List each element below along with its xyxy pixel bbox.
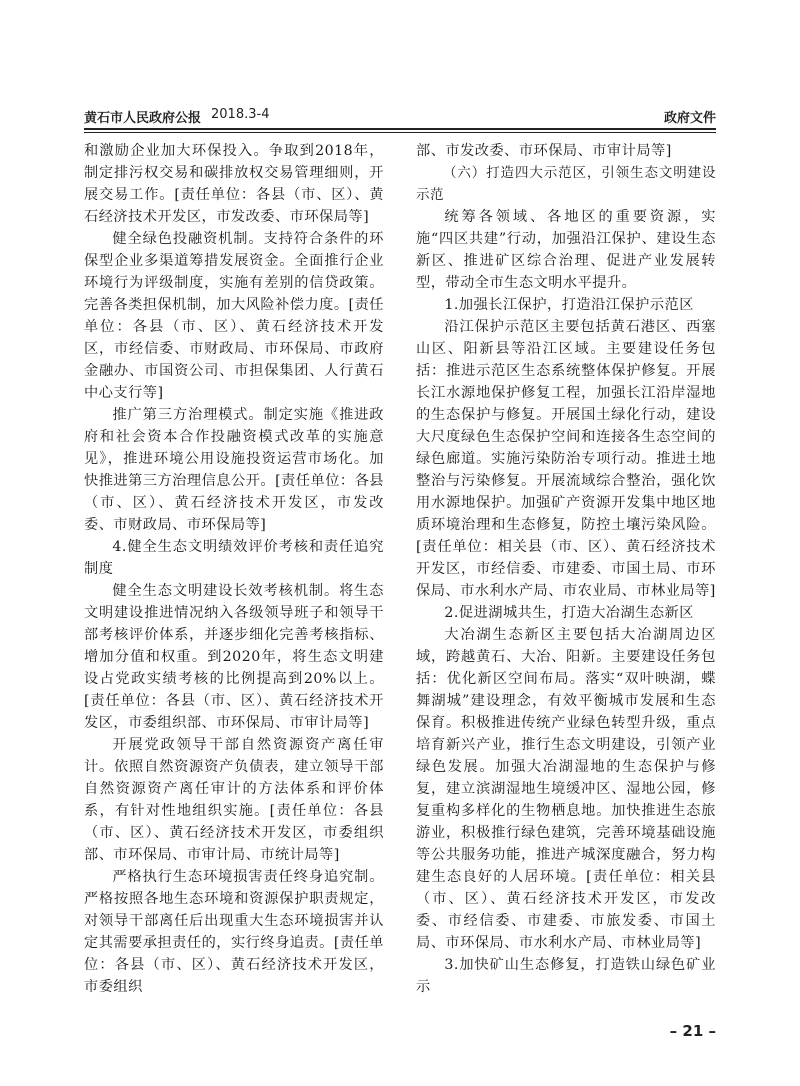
issue-number: 2018.3-4	[211, 107, 270, 122]
paragraph: 部、市发改委、市环保局、市审计局等]	[416, 143, 672, 159]
paragraph: 3.加快矿山生态修复，打造铁山绿色矿业示	[416, 957, 716, 995]
paragraph: 严格执行生态环境损害责任终身追究制。严格按照各地生态环境和资源保护职责规定，对领导干部离任后出现重大生态环境损害并认定其需要承担责任的，实行终身追责。[责任单位：各县（市、区）、黄石经济技术开发区，市委组织	[84, 869, 384, 995]
right-column	[416, 140, 716, 998]
paragraph: 大冶湖生态新区主要包括大冶湖周边区域，跨越黄石、大冶、阳新。主要建设任务包括：优化新区空间布局。落实“双叶映湖，蝶舞湖城”建设理念，有效平衡城市发展和生态保育。积极推进传统产业绿色转型升级，重点培育新兴产业，推行生态文明建设，引领产业绿色发展。加强大冶湖湿地的生态保护与修复，建立滨湖湿地生境缓冲区、湿地公园，修复重构多样化的生物栖息地。加快推进生态旅游业，积极推行绿色建筑，完善环境基础设施等公共服务功能，推进产城深度融合，努力构建生态良好的人居环境。[责任单位：相关县（市、区）、黄石经济技术开发区，市发改委、市经信委、市建委、市旅发委、市国土局、市环保局、市水利水产局、市林业局等]	[416, 627, 716, 951]
paragraph: （六）打造四大示范区，引领生态文明建设示范	[416, 165, 716, 203]
header-left	[84, 107, 269, 126]
paragraph: 健全绿色投融资机制。支持符合条件的环保型企业多渠道筹措发展资金。全面推行企业环境行为评级制度，实施有差别的信贷政策。完善各类担保机制，加大风险补偿力度。[责任单位：各县（市、区）、黄石经济技术开发区，市经信委、市财政局、市环保局、市政府金融办、市国资公司、市担保集团、人行黄石中心支行等]	[84, 231, 384, 401]
page-number: – 21 –	[669, 1022, 716, 1040]
paragraph: 1.加强长江保护，打造沿江保护示范区	[444, 297, 694, 313]
paragraph: 2.促进湖城共生，打造大冶湖生态新区	[444, 605, 694, 621]
paragraph: 健全生态文明建设长效考核机制。将生态文明建设推进情况纳入各级领导班子和领导干部考核评价体系，并逐步细化完善考核指标、增加分值和权重。到2020年，将生态文明建设占党政实绩考核的比例提高到20%以上。[责任单位：各县（市、区）、黄石经济技术开发区，市委组织部、市环保局、市审计局等]	[84, 583, 384, 731]
header-rule-thick	[84, 128, 716, 130]
section-title: 政府文件	[663, 111, 716, 126]
page-header	[84, 104, 716, 126]
paragraph: 开展党政领导干部自然资源资产离任审计。依照自然资源资产负债表，建立领导干部自然资源资产离任审计的方法体系和评价体系，有针对性地组织实施。[责任单位：各县（市、区）、黄石经济技术开发区，市委组织部、市环保局、市审计局、市统计局等]	[84, 737, 384, 863]
left-column	[84, 140, 384, 998]
paragraph: 4.健全生态文明绩效评价考核和责任追究制度	[84, 539, 384, 577]
paragraph: 统筹各领域、各地区的重要资源，实施“四区共建”行动，加强沿江保护、建设生态新区、推进矿区综合治理、促进产业发展转型，带动全市生态文明水平提升。	[416, 209, 716, 291]
paragraph: 和激励企业加大环保投入。争取到2018年，制定排污权交易和碳排放权交易管理细则，开展交易工作。[责任单位：各县（市、区）、黄石经济技术开发区，市发改委、市环保局等]	[84, 143, 384, 225]
publication-title: 黄石市人民政府公报	[84, 111, 202, 126]
header-rule-thin	[84, 132, 716, 133]
paragraph: 推广第三方治理模式。制定实施《推进政府和社会资本合作投融资模式改革的实施意见》，推进环境公用设施投资运营市场化。加快推进第三方治理信息公开。[责任单位：各县（市、区）、黄石经济技术开发区，市发改委、市财政局、市环保局等]	[84, 407, 384, 533]
paragraph: 沿江保护示范区主要包括黄石港区、西塞山区、阳新县等沿江区域。主要建设任务包括：推进示范区生态系统整体保护修复。开展长江水源地保护修复工程，加强长江沿岸湿地的生态保护与修复。开展国土绿化行动，建设大尺度绿色生态保护空间和连接各生态空间的绿色廊道。实施污染防治专项行动。推进土地整治与污染修复。开展流域综合整治，强化饮用水源地保护。加强矿产资源开发集中地区地质环境治理和生态修复，防控土壤污染风险。[责任单位：相关县（市、区）、黄石经济技术开发区，市经信委、市建委、市国土局、市环保局、市水利水产局、市农业局、市林业局等]	[416, 319, 716, 599]
